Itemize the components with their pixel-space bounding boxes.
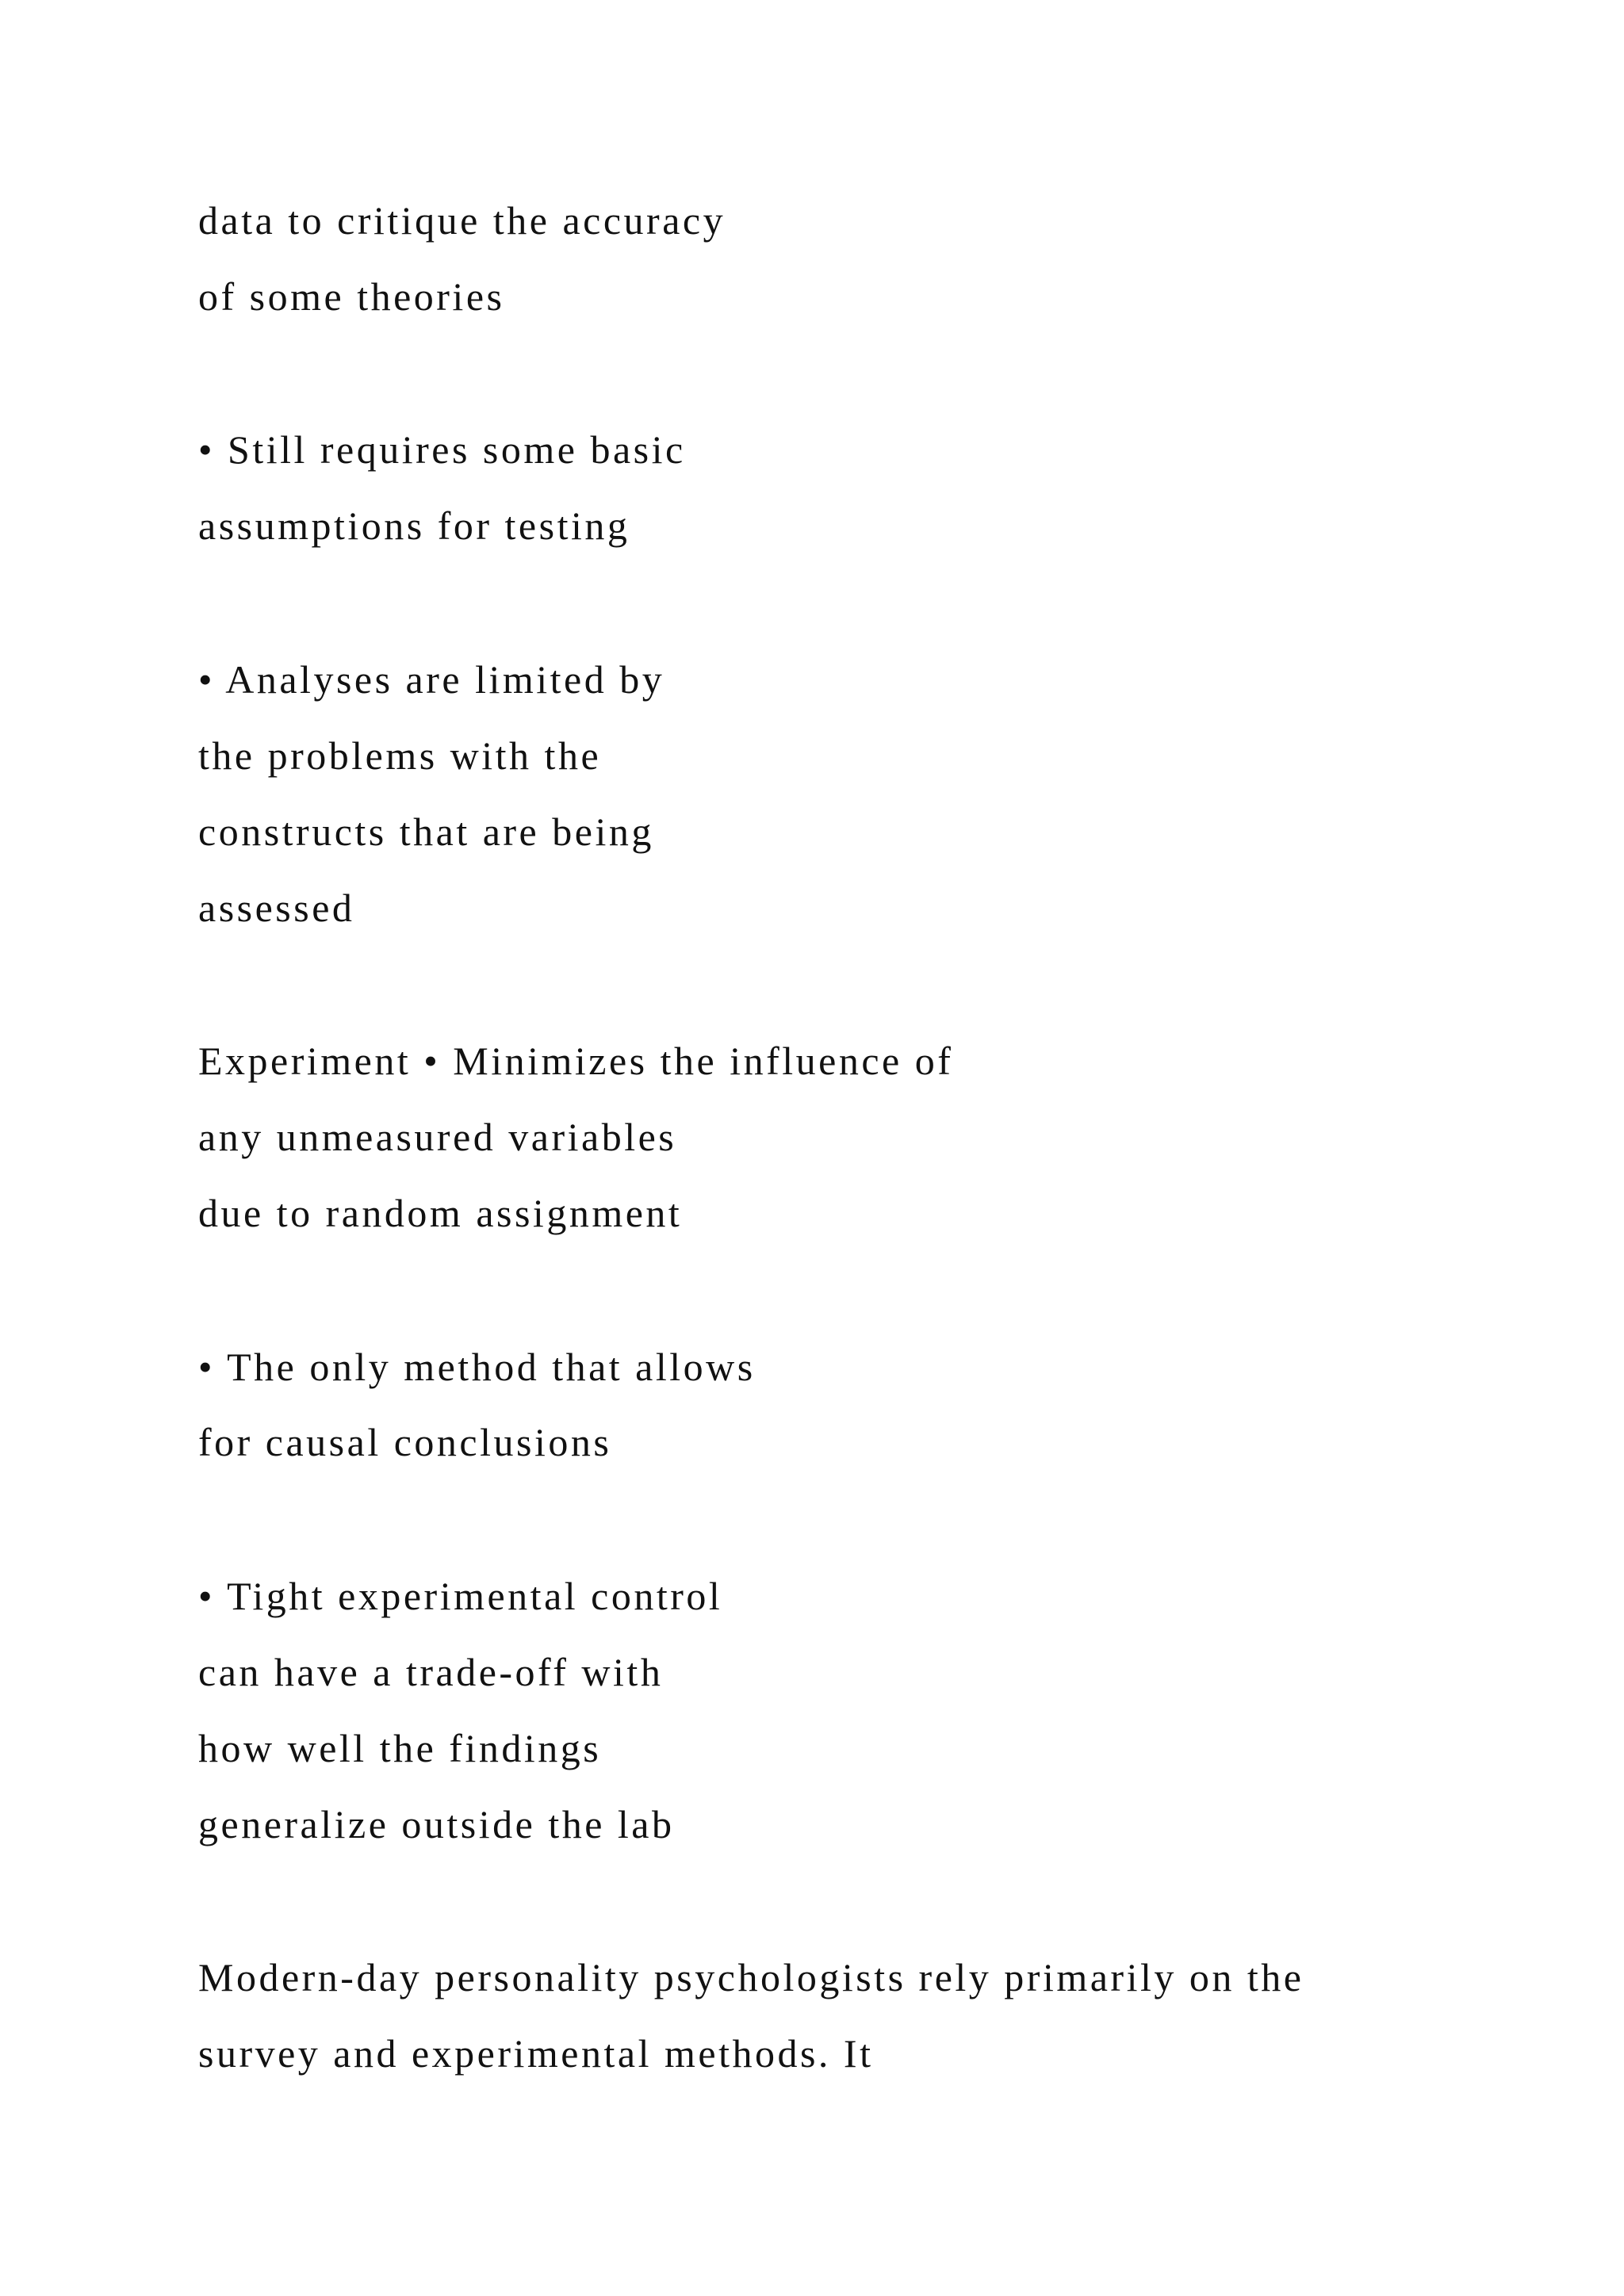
text-line: the problems with the: [198, 733, 602, 778]
text-line: can have a trade-off with: [198, 1650, 664, 1694]
bullet-line: • Analyses are limited by: [198, 657, 665, 702]
bullet-line: • The only method that allows: [198, 1345, 756, 1389]
paragraph-line: survey and experimental methods. It: [198, 2031, 874, 2076]
paragraph-line: Modern-day personality psychologists rely primarily on the: [198, 1955, 1304, 1999]
experiment-heading-line: Experiment • Minimizes the influence of: [198, 1039, 954, 1083]
text-line: constructs that are being: [198, 809, 654, 854]
text-line: assumptions for testing: [198, 503, 630, 548]
text-line: for causal conclusions: [198, 1420, 612, 1464]
text-line: how well the findings: [198, 1726, 602, 1770]
text-line: assessed: [198, 886, 355, 930]
text-line: of some theories: [198, 274, 505, 319]
text-line: data to critique the accuracy: [198, 198, 726, 243]
text-line: any unmeasured variables: [198, 1115, 677, 1159]
bullet-line: • Still requires some basic: [198, 427, 686, 472]
bullet-line: • Tight experimental control: [198, 1574, 723, 1618]
text-line: generalize outside the lab: [198, 1802, 675, 1846]
text-line: due to random assignment: [198, 1191, 683, 1235]
